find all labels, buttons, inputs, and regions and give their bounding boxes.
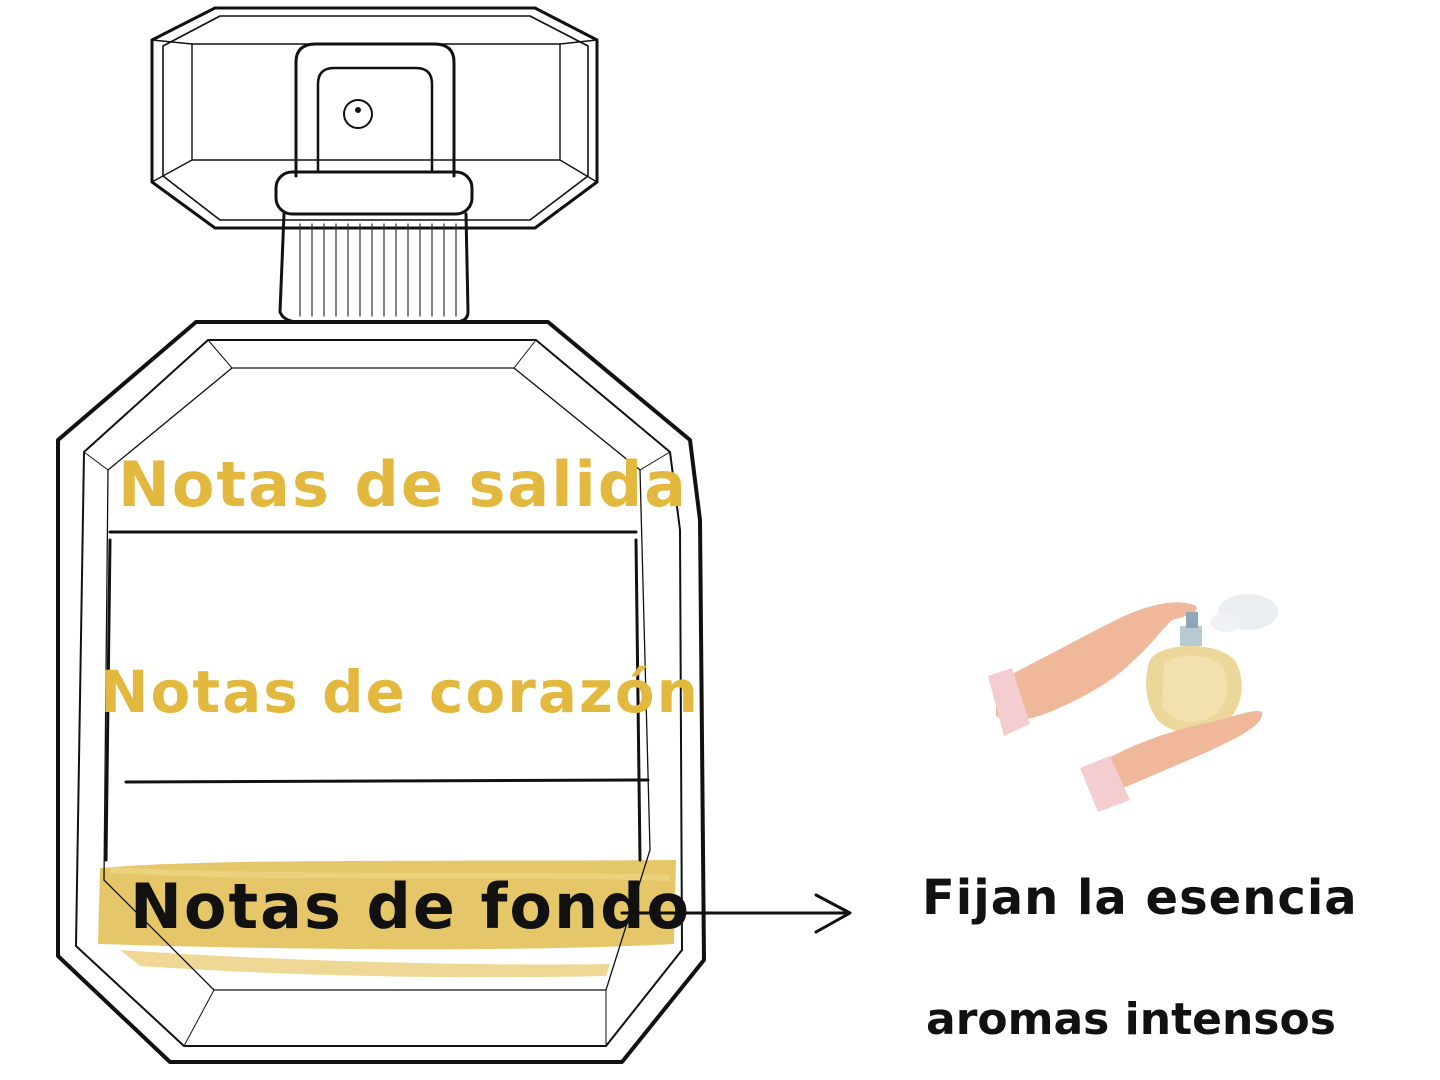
caption-fix-essence: Fijan la esencia bbox=[922, 870, 1358, 926]
caption-intense-aromas: aromas intensos bbox=[926, 994, 1336, 1045]
top-notes-label: Notas de salida bbox=[118, 448, 688, 521]
base-notes-label: Notas de fondo bbox=[130, 870, 692, 943]
heart-notes-label: Notas de corazón bbox=[100, 658, 700, 726]
hands-spraying-perfume-icon bbox=[988, 594, 1278, 812]
